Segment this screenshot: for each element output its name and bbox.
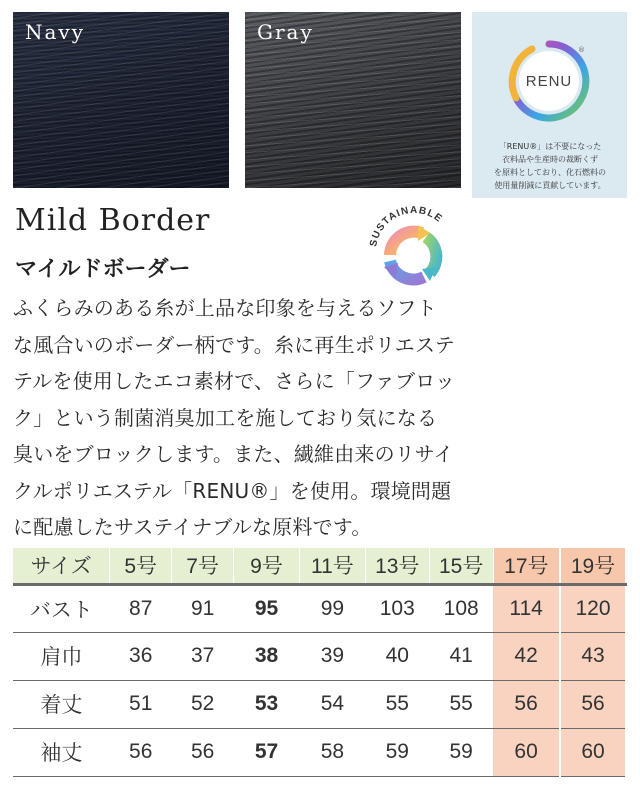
table-cell: 60: [560, 728, 626, 776]
navy-label: Navy: [25, 20, 86, 44]
table-cell: 54: [299, 680, 365, 728]
renu-logo-text: RENU: [525, 73, 573, 90]
renu-desc-line: 使用量削減に貢献しています。: [494, 181, 606, 190]
header-cell: 13号: [365, 548, 429, 584]
table-cell: 59: [365, 728, 429, 776]
table-cell: 60: [493, 728, 560, 776]
table-cell: 36: [110, 632, 172, 680]
size-table-header: [13, 548, 626, 584]
table-cell: 42: [493, 632, 560, 680]
table-cell: 114: [493, 584, 560, 632]
table-cell: 99: [299, 584, 365, 632]
renu-info-box: [472, 12, 627, 198]
gray-label: Gray: [257, 20, 314, 44]
table-cell: 40: [365, 632, 429, 680]
table-cell: 56: [493, 680, 560, 728]
header-cell: 15号: [429, 548, 493, 584]
table-cell: 56: [172, 728, 234, 776]
table-cell: 55: [365, 680, 429, 728]
renu-registered-mark: ®: [578, 46, 585, 54]
description-line: クルポリエステル「RENU®」を使用。環境問題: [13, 478, 452, 503]
header-cell-size: サイズ: [13, 548, 110, 584]
navy-swatch: [13, 12, 229, 188]
table-cell: 51: [110, 680, 172, 728]
table-cell: 58: [299, 728, 365, 776]
renu-description: [486, 140, 614, 192]
table-cell: 43: [560, 632, 626, 680]
table-cell: 57: [234, 728, 300, 776]
size-table: [13, 548, 627, 777]
product-description: [13, 290, 463, 546]
description-line: 臭いをブロックします。また、繊維由来のリサイ: [13, 442, 454, 466]
table-cell: 52: [172, 680, 234, 728]
row-label: 肩巾: [13, 632, 110, 680]
table-row-sleeve: [13, 728, 626, 776]
table-cell: 41: [429, 632, 493, 680]
table-row-bust: [13, 584, 626, 632]
table-cell: 37: [172, 632, 234, 680]
header-cell: 9号: [234, 548, 300, 584]
header-cell-highlight: 19号: [560, 548, 626, 584]
sustainable-text: SUSTAINABLE: [368, 204, 445, 248]
header-cell: 7号: [172, 548, 234, 584]
table-cell: 87: [110, 584, 172, 632]
table-cell: 120: [560, 584, 626, 632]
renu-desc-line: 衣料品や生産時の裁断くず: [502, 155, 598, 164]
table-cell: 56: [560, 680, 626, 728]
row-label: バスト: [13, 584, 110, 632]
table-cell: 56: [110, 728, 172, 776]
description-line: ク」という制菌消臭加工を施しており気になる: [13, 405, 438, 430]
description-line: テルを使用したエコ素材で、さらに「ファブロッ: [13, 369, 456, 393]
table-cell: 39: [299, 632, 365, 680]
header-cell: 5号: [110, 548, 172, 584]
description-line: に配慮したサステイナブルな原料です。: [13, 515, 372, 539]
description-line: な風合いのボーダー柄です。糸に再生ポリエステ: [13, 332, 455, 357]
table-cell: 38: [234, 632, 300, 680]
product-name-ja: マイルドボーダー: [15, 257, 191, 282]
table-cell: 91: [172, 584, 234, 632]
table-cell: 95: [234, 584, 300, 632]
table-cell: 103: [365, 584, 429, 632]
header-cell-highlight: 17号: [493, 548, 560, 584]
table-cell: 108: [429, 584, 493, 632]
renu-desc-line: を原料としており、化石燃料の: [494, 168, 606, 177]
renu-logo: [506, 38, 592, 124]
table-cell: 53: [234, 680, 300, 728]
row-label: 着丈: [13, 680, 110, 728]
row-label: 袖丈: [13, 728, 110, 776]
header-cell: 11号: [299, 548, 365, 584]
sustainable-badge: [360, 197, 468, 301]
renu-desc-line: 「RENU®」は不要になった: [498, 142, 602, 151]
description-line: ふくらみのある糸が上品な印象を与えるソフト: [13, 296, 437, 320]
table-row-shoulder: [13, 632, 626, 680]
table-row-length: [13, 680, 626, 728]
table-cell: 55: [429, 680, 493, 728]
product-name-en: Mild Border: [15, 203, 211, 238]
table-cell: 59: [429, 728, 493, 776]
gray-swatch: [245, 12, 461, 188]
